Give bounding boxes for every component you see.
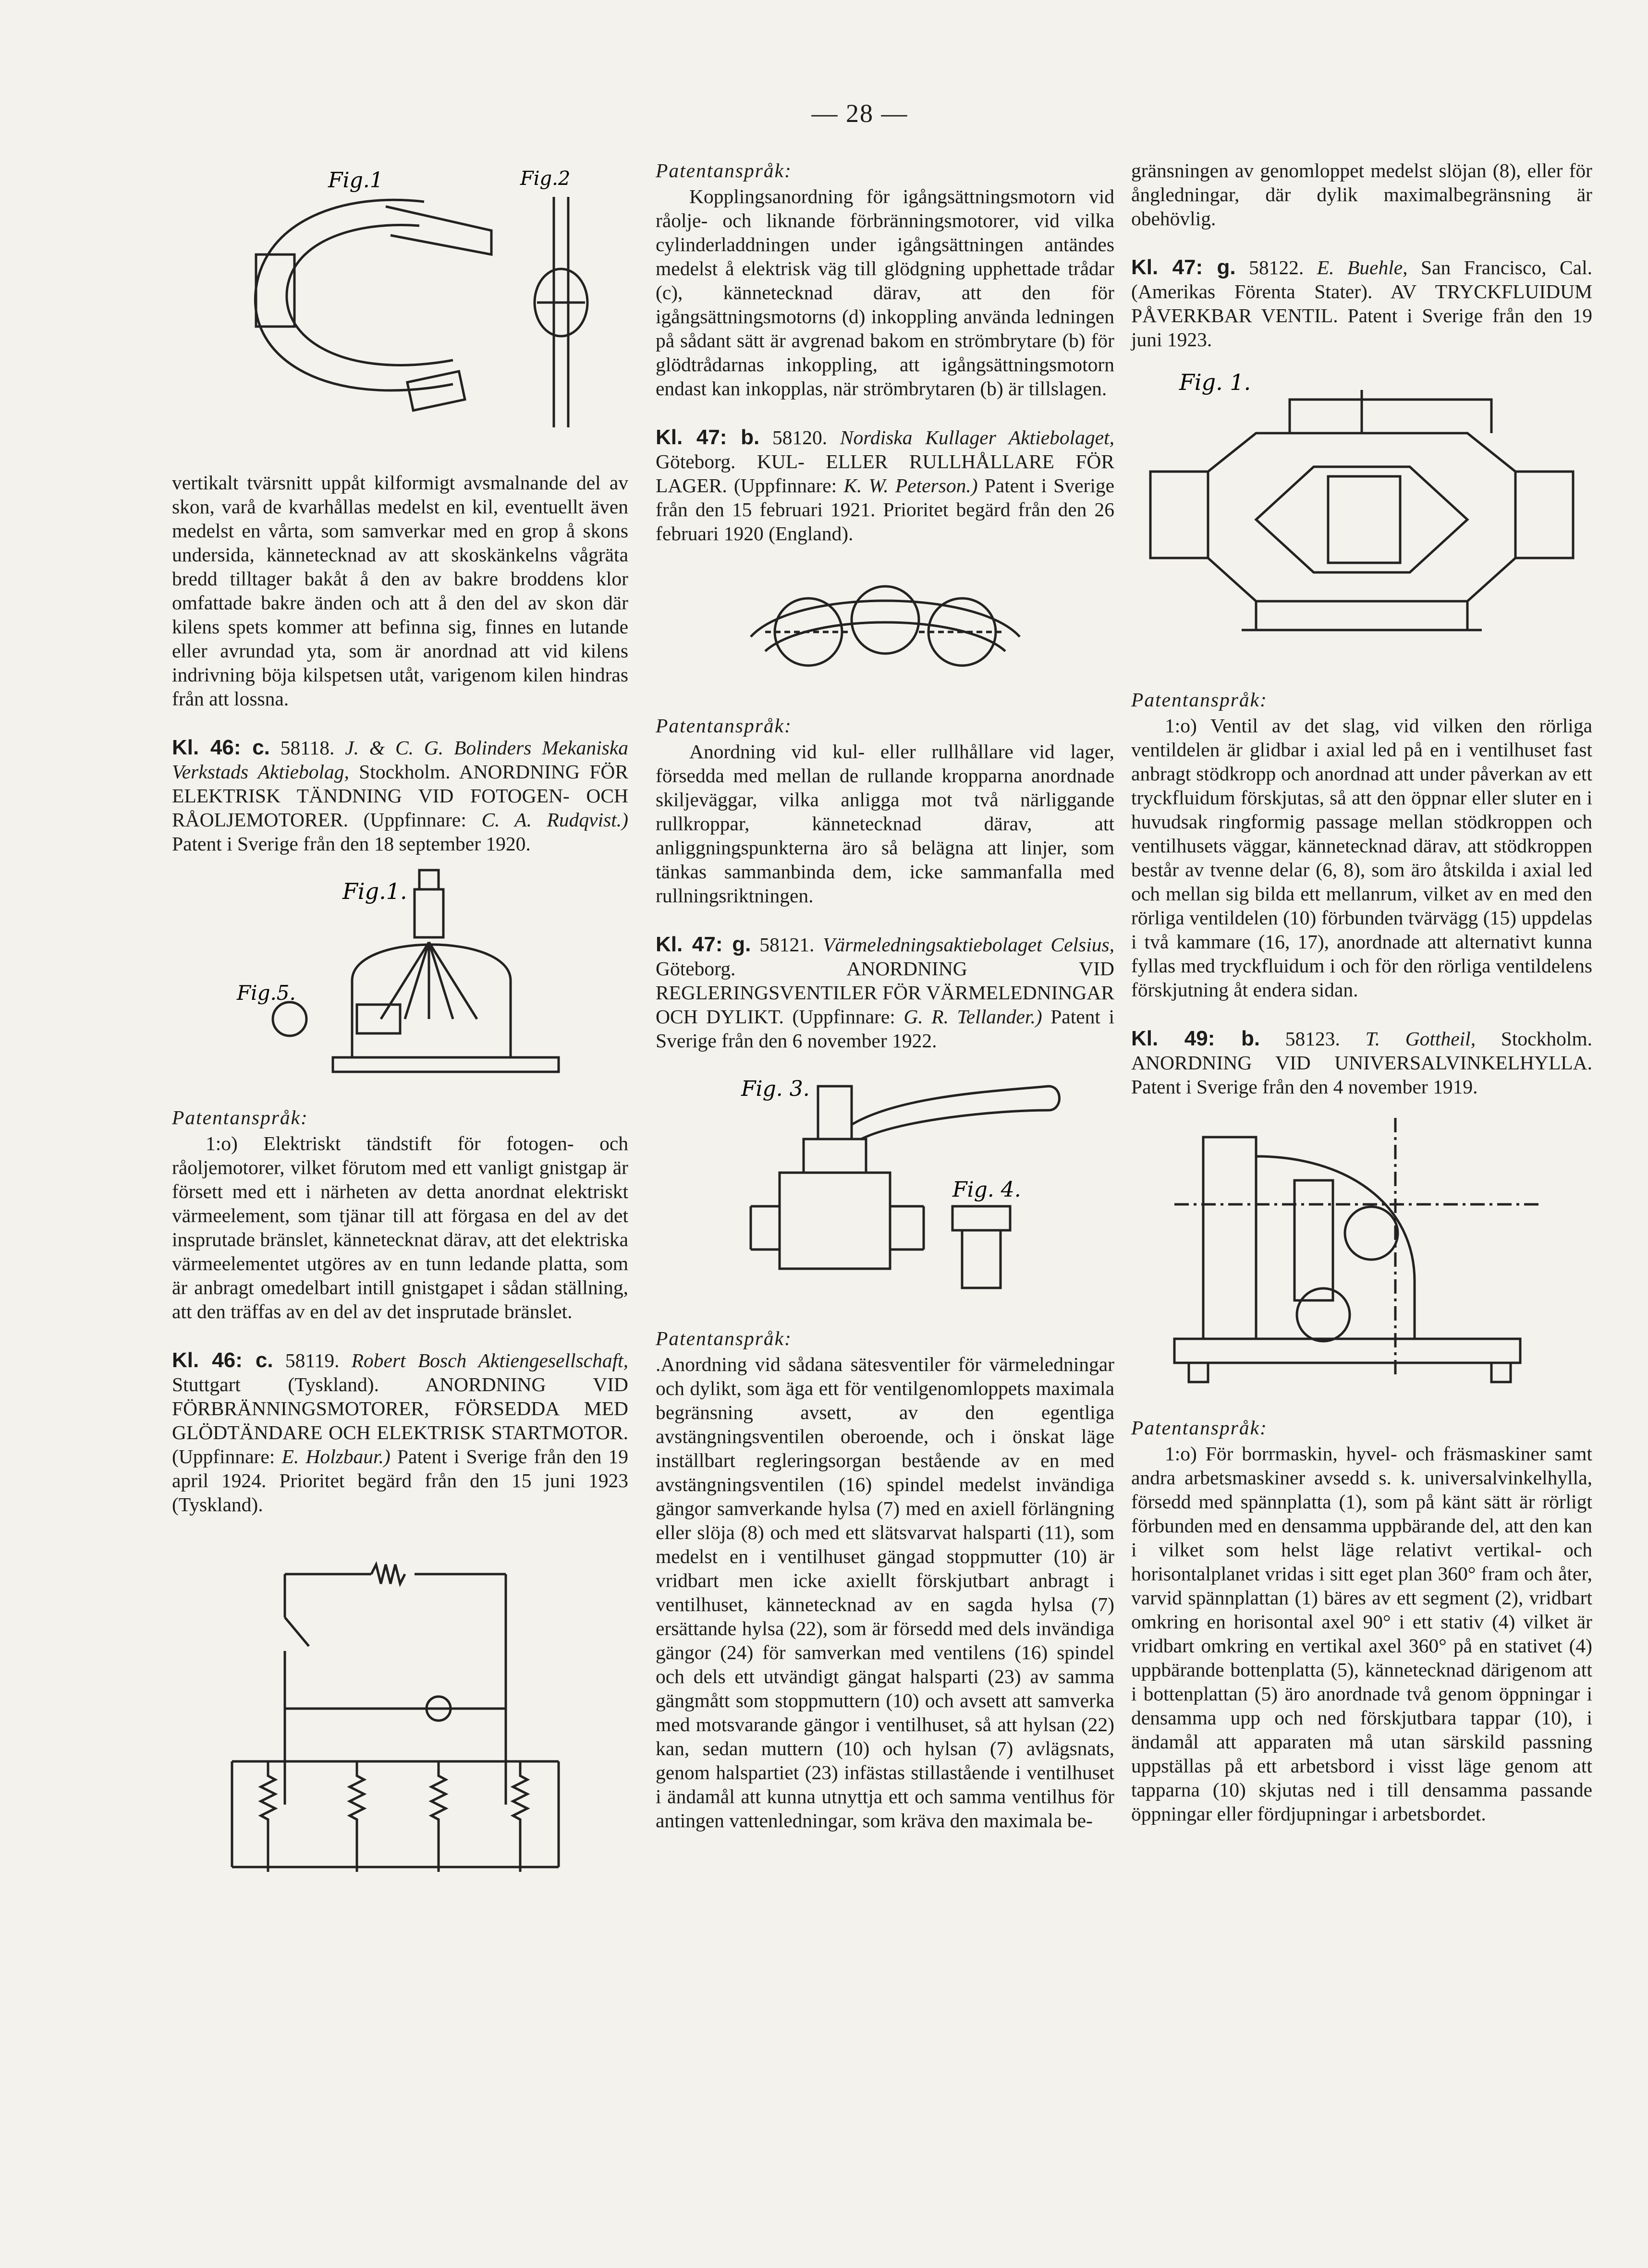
- patent-title: ANORDNING FÖR ELEKTRISK TÄNDNING VID FOTOGEN- OCH RÅOLJEMOTORER.: [172, 761, 629, 831]
- valve-drawing: [684, 1067, 1087, 1307]
- fig5-label: Fig.5.: [237, 981, 296, 1005]
- inventor-name: C. A. Rudqvist.): [481, 809, 628, 831]
- patent-entry-58120: [656, 425, 1114, 546]
- patent-class: Kl. 46: c.: [172, 1348, 273, 1372]
- patent-class: Kl. 47: g.: [656, 933, 751, 956]
- fig2-label: Fig.2: [520, 168, 571, 190]
- claim-label: Patentanspråk:: [656, 715, 792, 737]
- patent-number: 58123.: [1285, 1028, 1340, 1050]
- horseshoe-figure: [184, 158, 616, 466]
- column-3: [1131, 158, 1592, 1826]
- claim-label: Patentanspråk:: [656, 1327, 792, 1349]
- patent-date: Patent i Sverige från den 15 februari 1921. Prioritet begärd från den 26 februari 1920 (England).: [656, 474, 1115, 545]
- patent-class: Kl. 47: b.: [656, 425, 760, 449]
- patent-date: Patent i Sverige från den 18 september 1920.: [172, 833, 531, 855]
- spark-plug-drawing: [213, 861, 587, 1086]
- claim-text: 1:o) Elektriskt tändstift för fotogen- och råoljemotorer, vilket förutom med ett vanligt gnistgap är försett med ett i närheten av detta anordnat elektriskt värmeelement, som tjänar till att förgasa en del av det insprutade bränslet, kännetecknat därav, att det elektriska värmeelementet utgöres av en tunn ledande platta, som är anbragt omedelbart intill gnistgapet i sådan ställning, att den träffas av en del av det insprutade bränslet.: [172, 1132, 628, 1322]
- angle-shelf-figure: [1146, 1108, 1578, 1396]
- circuit-figure: [213, 1536, 587, 1872]
- fig1-label: Fig.1: [328, 168, 383, 193]
- column-2: [656, 158, 1114, 1832]
- patent-owner: Värmeledningsaktiebolaget Celsius,: [823, 934, 1115, 956]
- inventor-prefix: (Uppfinnare:: [363, 809, 466, 831]
- patent-entry-58123: [1131, 1027, 1592, 1099]
- column-1: [172, 158, 628, 1877]
- continuation-text: vertikalt tvärsnitt uppåt kilformigt avsmalnande del av skon, varå de kvarhållas medelst en kil, eventuellt även medelst en vårta, som samverkar med en grop å skons undersida, kännetecknad av att skoskänkelns vågräta bredd tilltager bakåt å den av bakre broddens klor omfattade bakre änden och att å den del av skon där kilens spets kommer att befinna sig, finnes en lutande eller avrundad yta, som är anordnad att vid kilens indrivning böja kilspetsen utåt, varigenom kilen hindras från att lossna.: [172, 472, 628, 710]
- patent-title: ANORDNING VID UNIVERSALVINKELHYLLA.: [1131, 1052, 1592, 1074]
- claim-label: Patentanspråk:: [1131, 1417, 1268, 1439]
- inventor-name: E. Holzbaur.): [281, 1445, 391, 1468]
- patent-title: KUL- ELLER RULLHÅLLARE FÖR LAGER.: [656, 450, 1114, 497]
- patent-owner: J. & C. G. Bolinders Mekaniska Verkstads Aktiebolag,: [172, 737, 629, 783]
- patent-class: Kl. 49: b.: [1131, 1027, 1260, 1050]
- angle-shelf-drawing: [1146, 1108, 1578, 1396]
- patent-title: ANORDNING VID REGLERINGSVENTILER FÖR VÄRMELEDNINGAR OCH DYLIKT.: [656, 958, 1114, 1028]
- patent-place: Stockholm.: [359, 761, 451, 783]
- fig1-label: Fig. 1.: [1179, 369, 1251, 395]
- patent-date: Patent i Sverige från den 4 november 1919.: [1131, 1076, 1478, 1098]
- inventor-prefix: (Uppfinnare:: [792, 1006, 895, 1028]
- patent-title: ANORDNING VID FÖRBRÄNNINGSMOTORER, FÖRSEDDA MED GLÖDTÄNDARE OCH ELEKTRISK STARTMOTOR.: [172, 1373, 628, 1443]
- patent-number: 58121.: [759, 934, 815, 956]
- patent-owner: E. Buehle,: [1317, 256, 1408, 279]
- patent-number: 58122.: [1249, 256, 1304, 279]
- claim-label: Patentanspråk:: [656, 159, 792, 182]
- claim-text: 1:o) För borrmaskin, hyvel- och fräsmaskiner samt andra arbetsmaskiner avsedd s. k. universalvinkelhylla, försedd med spännplatta (1), som på känt sätt är rörligt förbunden med en densamma uppbärande del, att den kan i vilket som helst läge relativt vertikal- och horisontalplanet vridas i sitt eget plan 360° fram och åter, varvid spännplattan (1) bäres av ett segment (2), vridbart omkring en horisontal axel 90° i ett stativ (4) vilket är vridbart omkring en vertikal axel 360° på en stativet (4) uppbärande bottenplatta (5), kännetecknad därigenom att i bottenplattan (5) äro anordnade två genom öppningar i densamma upp och ned förskjutbara tappar (10), i ändamål att apparaten må utan särskild passning uppställas på ett arbetsbord i visst läge genom att tapparna (10) skjutas ned i till densamma passande öppningar eller fördjupningar i arbetsbordet.: [1131, 1443, 1592, 1825]
- patent-entry-58122: [1131, 255, 1592, 352]
- inventor-name: G. R. Tellander.): [903, 1006, 1042, 1028]
- fluid-valve-figure: [1146, 361, 1578, 668]
- inventor-name: K. W. Peterson.): [843, 474, 978, 497]
- claim-label: Patentanspråk:: [172, 1106, 308, 1128]
- patent-place: San Francisco, Cal. (Amerikas Förenta Stater).: [1131, 256, 1593, 303]
- patent-date: Patent i Sverige från den 19 april 1924. Prioritet begärd från den 15 juni 1923 (Tyskland).: [172, 1445, 629, 1516]
- page-number: — 28 —: [811, 99, 908, 128]
- patent-entry-58119: [172, 1348, 628, 1516]
- circuit-drawing: [213, 1536, 587, 1872]
- patent-class: Kl. 47: g.: [1131, 255, 1236, 279]
- continuation-text: gränsningen av genomloppet medelst slöjan (8), eller för ångledningar, där dylik maximalbegränsning är obehövlig.: [1131, 159, 1592, 230]
- inventor-prefix: (Uppfinnare:: [733, 474, 837, 497]
- claim-text: Kopplingsanordning för igångsättningsmotorn vid råolje- och liknande förbränningsmotorer, vid vilka cylinderladdningen under igångsättningen antändes medelst å elektrisk väg till glödgning upphettade trådar (c), kännetecknad därav, att den för igångsättningsmotorns (d) inkoppling använda ledningen på sådant sätt är avgrenad bakom en strömbrytare (b) för glödtrådarnas inkoppling, att igångsättningsmotorn endast kan inkopplas, när strömbrytaren (b) är tillslagen.: [656, 185, 1114, 400]
- spark-plug-figure: [213, 861, 587, 1086]
- valve-figure: [684, 1067, 1087, 1307]
- inventor-prefix: (Uppfinnare:: [172, 1445, 275, 1468]
- claim-text: Anordning vid kul- eller rullhållare vid lager, försedda med mellan de rullande kropparna anordnade skiljeväggar, vilka anligga mot två närliggande rullkroppar, kännetecknad därav, att anliggningspunkterna äro så belägna att linjer, som tänkas sammanbinda dem, icke sammanfalla med rullningsriktningen.: [656, 740, 1114, 907]
- patent-owner: Robert Bosch Aktiengesellschaft,: [351, 1349, 629, 1371]
- patent-title: AV TRYCKFLUIDUM PÅVERKBAR VENTIL.: [1131, 280, 1592, 327]
- bearing-figure: [736, 560, 1034, 694]
- patent-number: 58118.: [280, 737, 335, 759]
- fig4-label: Fig. 4.: [952, 1177, 1021, 1202]
- patent-date: Patent i Sverige från den 6 november 1922.: [656, 1006, 1115, 1052]
- patent-date: Patent i Sverige från den 19 juni 1923.: [1131, 304, 1592, 351]
- patent-place: Göteborg.: [656, 450, 736, 473]
- fluid-valve-drawing: [1146, 361, 1578, 668]
- bearing-drawing: [736, 560, 1034, 694]
- claim-text: 1:o) Ventil av det slag, vid vilken den rörliga ventildelen är glidbar i axial led på en i ventilhuset fast anbragt stödkropp och anordnad att under påverkan av ett tryckfluidum förskjutas, så att den öppnar eller sluter en i huvudsak ringformig passage mellan stödkroppen och ventilhusets väggar, kännetecknad därav, att stödkroppen består av tvenne delar (6, 8), som äro åtskilda i axial led och mellan sig bilda ett mellanrum, vilket av en med den rörliga ventildelen (10) förbunden tvärvägg (15) uppdelas i två kammare (16, 17), anordnade att alternativt kunna fyllas med tryckfluidum i och för den rörliga ventildelens förskjutning åt endera sidan.: [1131, 715, 1592, 1001]
- patent-entry-58121: [656, 933, 1114, 1053]
- patent-number: 58119.: [285, 1349, 340, 1371]
- patent-number: 58120.: [772, 426, 828, 449]
- patent-place: Göteborg.: [656, 958, 736, 980]
- patent-entry-58118: [172, 736, 628, 856]
- fig3-label: Fig. 3.: [741, 1077, 810, 1101]
- patent-class: Kl. 46: c.: [172, 736, 270, 759]
- patent-owner: Nordiska Kullager Aktiebolaget,: [840, 426, 1114, 449]
- claim-label: Patentanspråk:: [1131, 689, 1268, 711]
- horseshoe-drawing: [184, 158, 616, 466]
- fig1-label: Fig.1.: [342, 878, 407, 904]
- patent-place: Stuttgart (Tyskland).: [172, 1373, 379, 1395]
- patent-owner: T. Gottheil,: [1365, 1028, 1476, 1050]
- patent-place: Stockholm.: [1501, 1028, 1593, 1050]
- claim-text: .Anordning vid sådana sätesventiler för värmeledningar och dylikt, som äga ett för ventilgenomloppets maximala begränsning avsett, av den egentliga avstängningsventilen oberoende, och i önskat läge inställbart regleringsorgan bestående av en med avstängningsventilen (16) spindel medelst invändiga gängor samverkande hylsa (7) med en axiell förlängning eller slöja (8) och med ett slätsvarvat halsparti (11), som medelst en i ventilhuset gängad stoppmutter (10) är vridbart men icke axiellt förskjutbart anbragt i ventilhuset, kännetecknad av en sagda hylsa (7) ersättande hylsa (22), som är försedd med dels invändiga gängor (24) för samverkan med ventilens (16) spindel och dels ett utvändigt gängat halsparti (23) av samma gängmått som stoppmuttern (10) och avsett att samverka med motsvarande gängor i ventilhuset, så att hylsan (22) kan, sedan muttern (10) och hylsan (7) avlägsnats, genom halspartiet (23) infästas stillastående i ventilhuset i ändamål att kunna utnyttja ett och samma ventilhus för antingen vattenledningar, som kräva den maximala be-: [656, 1353, 1114, 1831]
